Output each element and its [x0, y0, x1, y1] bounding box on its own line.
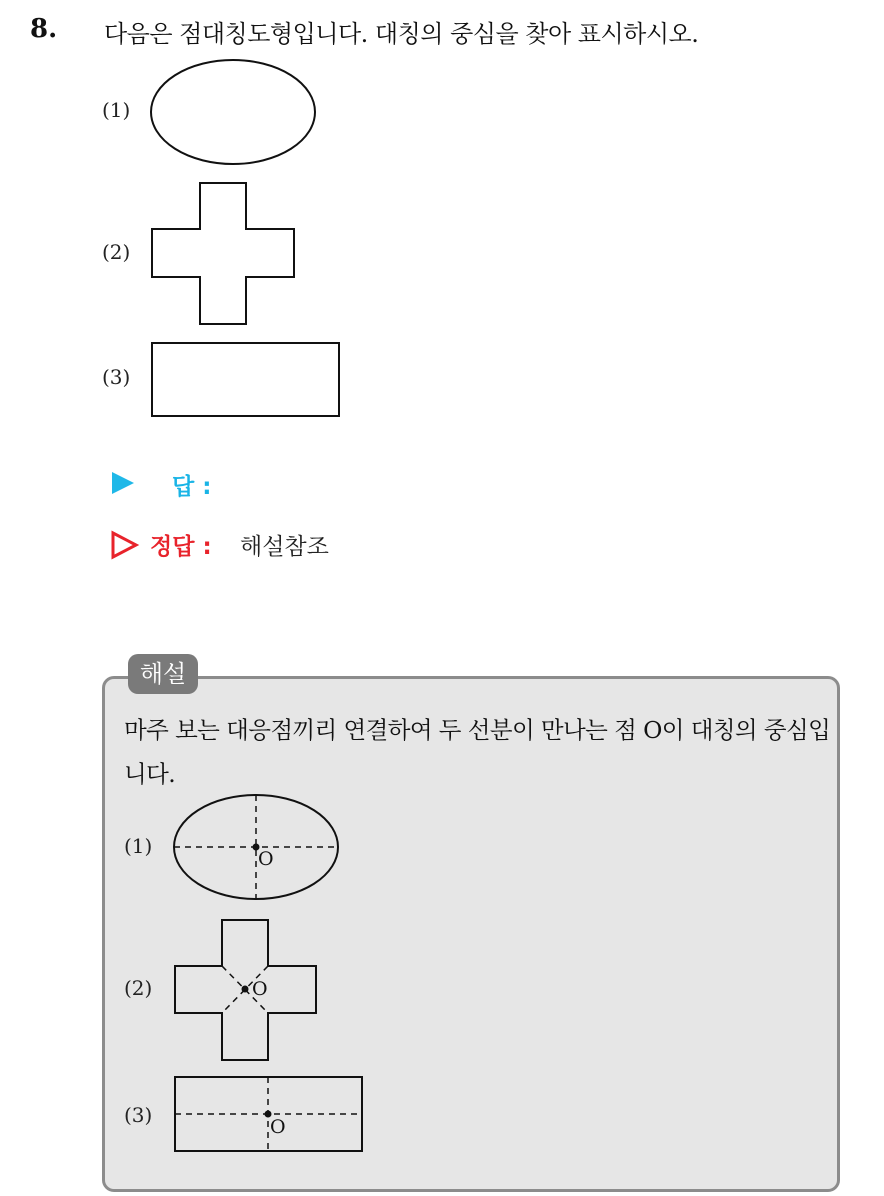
explanation-text: 마주 보는 대응점끼리 연결하여 두 선분이 만나는 점 O이 대칭의 중심입니다. [124, 716, 831, 788]
explanation-label-1: (1) [124, 834, 153, 858]
figure-label-2: (2) [102, 240, 131, 264]
figure-label-3: (3) [102, 365, 131, 389]
center-label-1: O [258, 848, 274, 870]
correct-answer-label: 정답 : [150, 534, 212, 560]
correct-answer-value: 해설참조 [240, 534, 329, 560]
explanation-label-2: (2) [124, 976, 153, 1000]
question-text: 다음은 점대칭도형입니다. 대칭의 중심을 찾아 표시하시오. [104, 20, 699, 48]
explanation-label-3: (3) [124, 1103, 153, 1127]
question-number: 8. [30, 14, 58, 44]
figure-label-1: (1) [102, 98, 131, 122]
center-label-3: O [270, 1116, 286, 1138]
center-point-2 [242, 986, 249, 993]
answer-label: 답 : [172, 474, 212, 500]
explanation-tab: 해설 [128, 654, 198, 694]
center-label-2: O [252, 978, 268, 1000]
